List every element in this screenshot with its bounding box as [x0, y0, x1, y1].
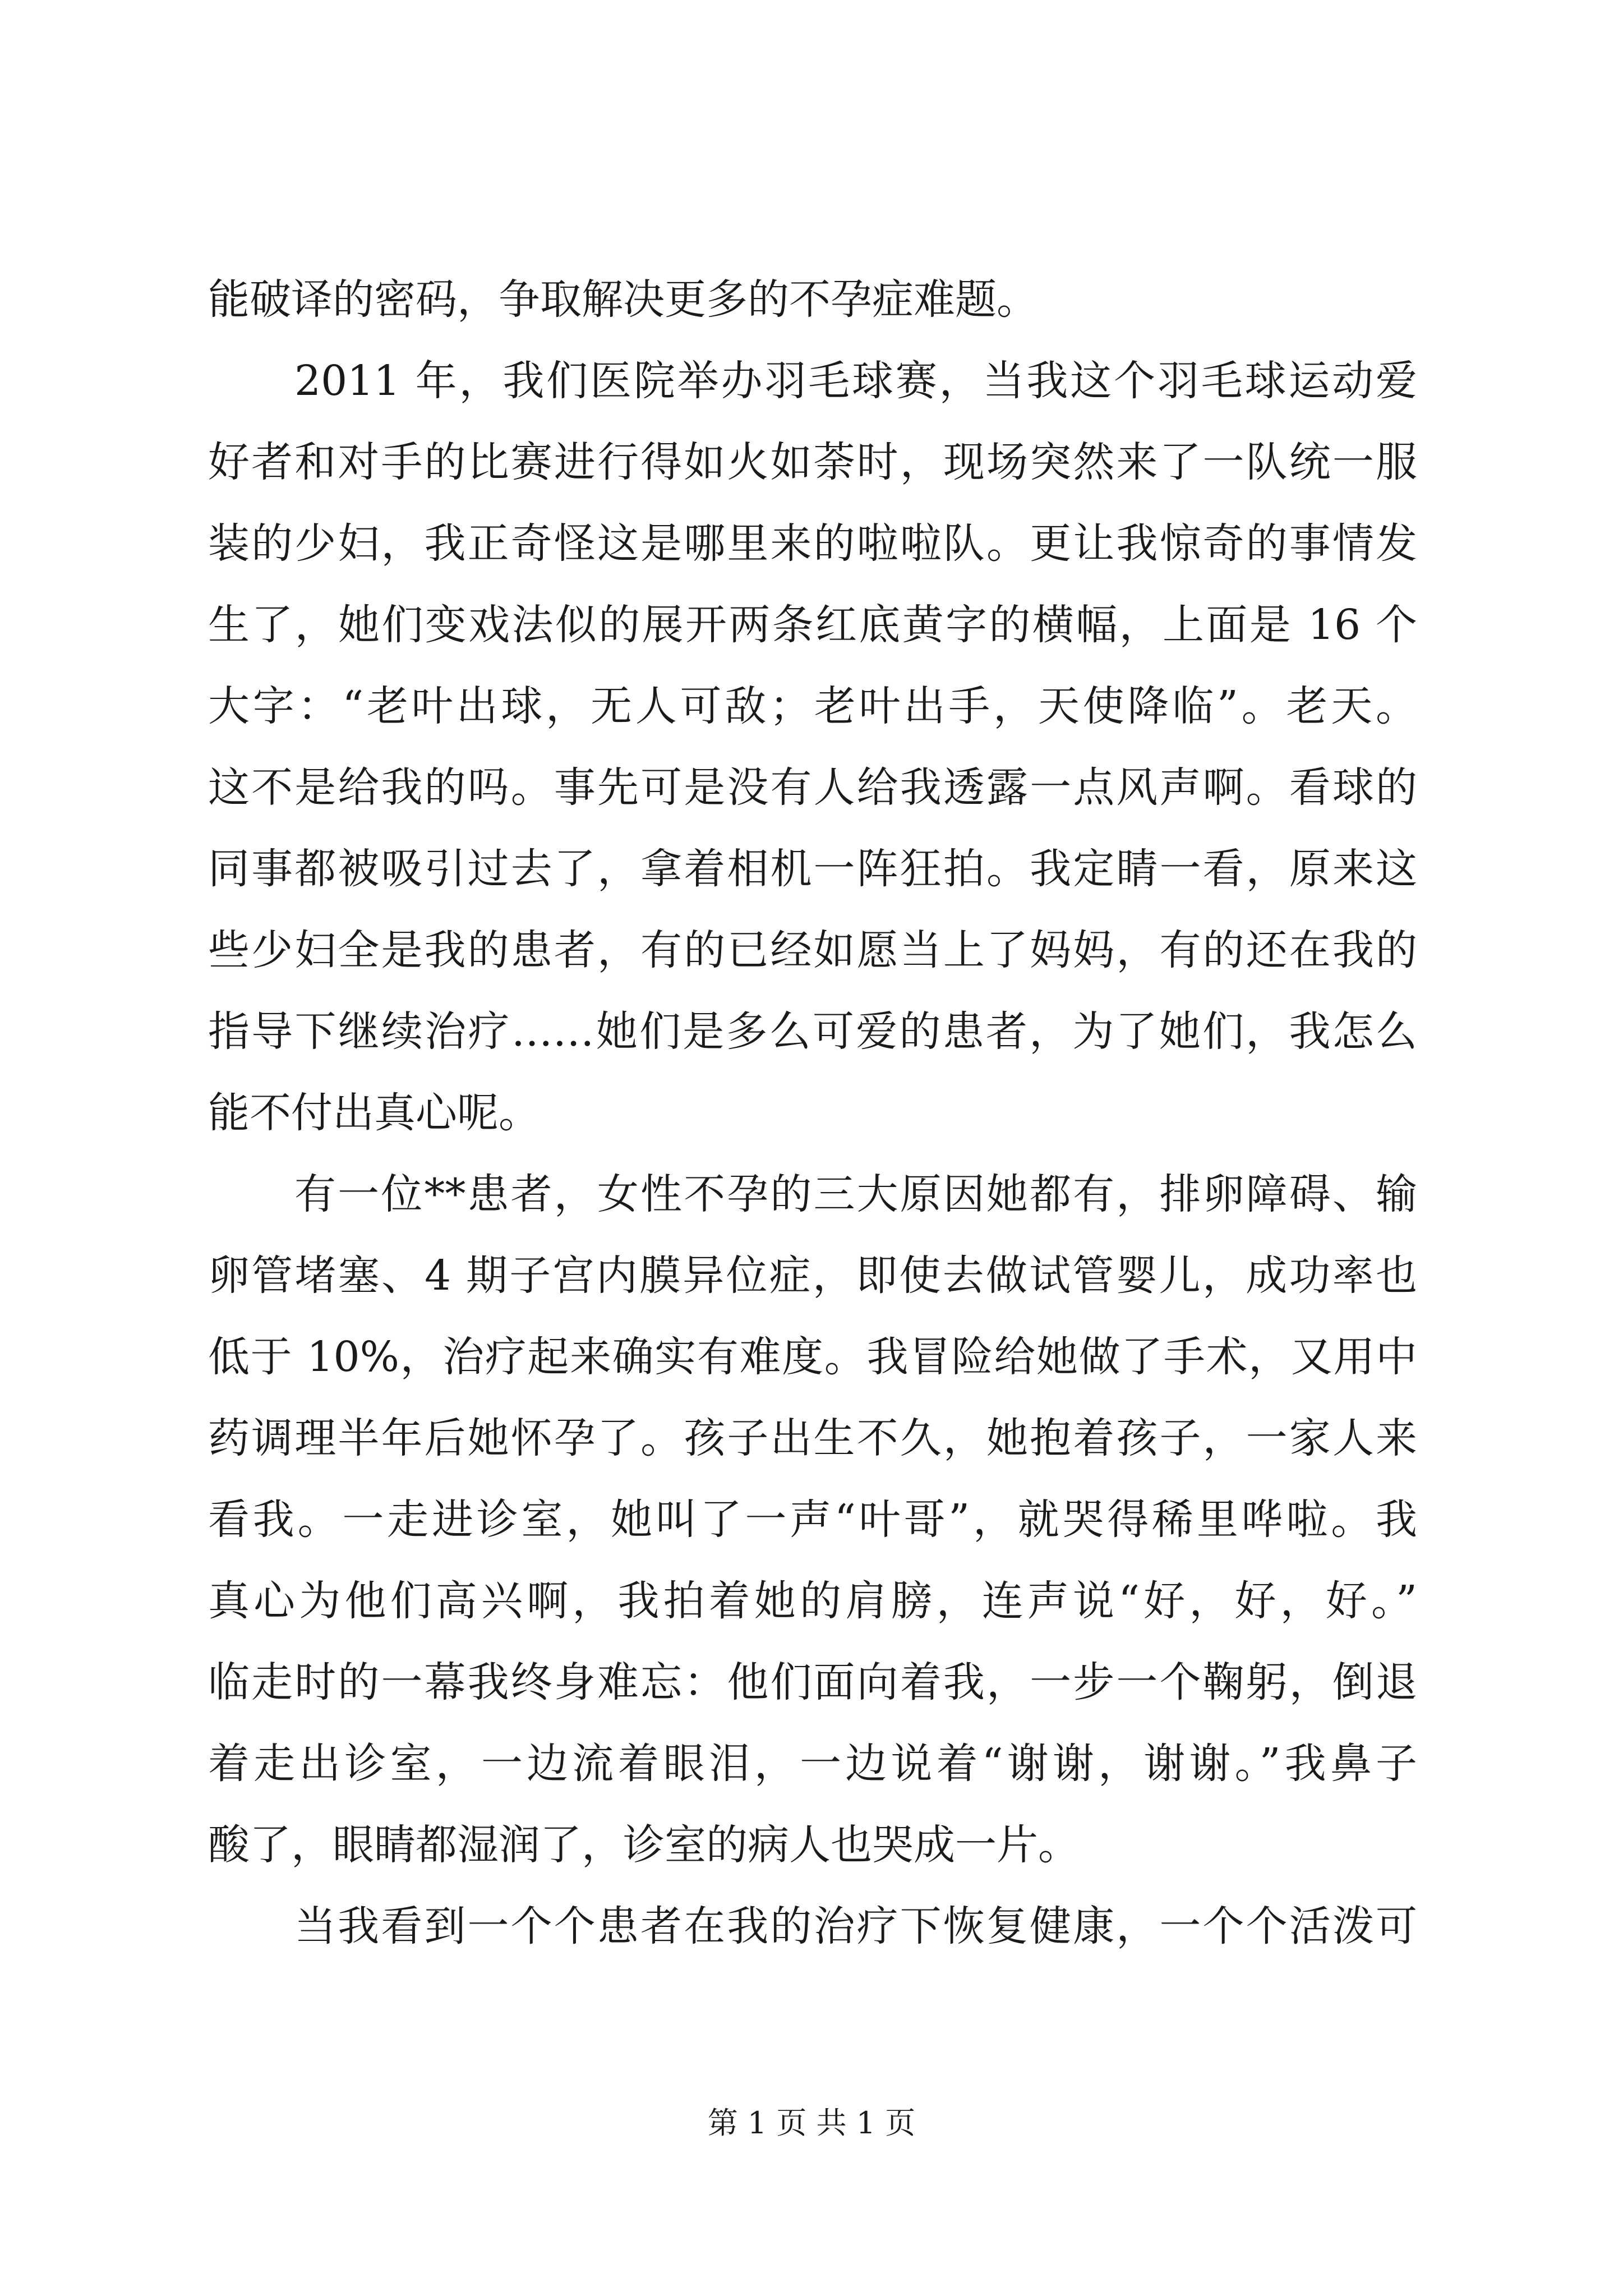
document-body	[208, 259, 1417, 1967]
text-line: 这不是给我的吗。事先可是没有人给我透露一点风声啊。看球的	[208, 763, 1417, 812]
text-line: 药调理半年后她怀孕了。孩子出生不久，她抱着孩子，一家人来	[208, 1414, 1417, 1462]
text-line: 生了，她们变戏法似的展开两条红底黄字的横幅，上面是 16 个	[208, 601, 1417, 649]
text-line: 同事都被吸引过去了，拿着相机一阵狂拍。我定睛一看，原来这	[208, 845, 1417, 893]
text-line: 2011 年，我们医院举办羽毛球赛，当我这个羽毛球运动爱	[294, 357, 1417, 405]
text-line: 看我。一走进诊室，她叫了一声“叶哥”，就哭得稀里哗啦。我	[208, 1496, 1417, 1544]
text-line: 指导下继续治疗……她们是多么可爱的患者，为了她们，我怎么	[208, 1007, 1417, 1056]
text-line: 有一位**患者，女性不孕的三大原因她都有，排卵障碍、输	[294, 1170, 1417, 1218]
text-line: 低于 10%，治疗起来确实有难度。我冒险给她做了手术，又用中	[208, 1333, 1417, 1381]
text-line: 些少妇全是我的患者，有的已经如愿当上了妈妈，有的还在我的	[208, 926, 1417, 974]
text-line: 当我看到一个个患者在我的治疗下恢复健康，一个个活泼可	[294, 1902, 1417, 1950]
text-line: 临走时的一幕我终身难忘：他们面向着我，一步一个鞠躬，倒退	[208, 1658, 1417, 1706]
text-line: 能不付出真心呢。	[208, 1089, 540, 1137]
text-line: 装的少妇，我正奇怪这是哪里来的啦啦队。更让我惊奇的事情发	[208, 519, 1417, 568]
text-line: 真心为他们高兴啊，我拍着她的肩膀，连声说“好，好，好。”	[208, 1577, 1417, 1625]
text-line: 酸了，眼睛都湿润了，诊室的病人也哭成一片。	[208, 1821, 1080, 1869]
text-line: 卵管堵塞、4 期子宫内膜异位症，即使去做试管婴儿，成功率也	[208, 1251, 1417, 1300]
page-number-footer: 第 1 页 共 1 页	[707, 2105, 916, 2141]
text-line: 好者和对手的比赛进行得如火如荼时，现场突然来了一队统一服	[208, 438, 1417, 486]
text-line: 着走出诊室，一边流着眼泪，一边说着“谢谢，谢谢。”我鼻子	[208, 1740, 1417, 1788]
text-line: 能破译的密码，争取解决更多的不孕症难题。	[208, 275, 1038, 324]
text-line: 大字：“老叶出球，无人可敌；老叶出手，天使降临”。老天。	[208, 682, 1417, 730]
